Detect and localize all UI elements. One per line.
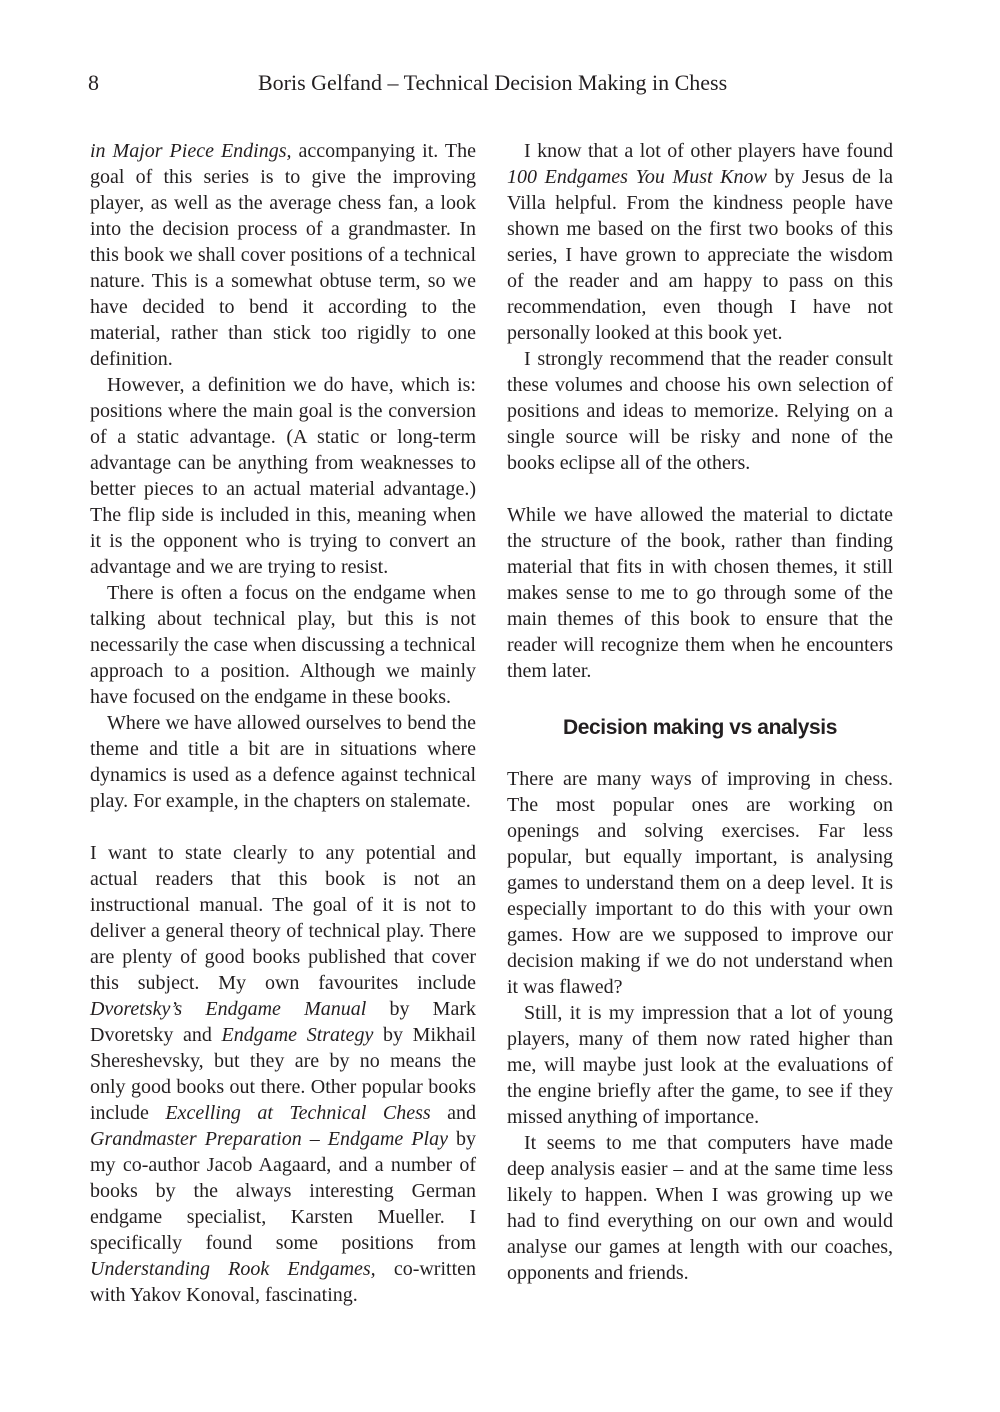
book-title: 100 Endgames You Must Know xyxy=(507,166,767,188)
book-title: Excelling at Technical Chess xyxy=(165,1102,431,1124)
paragraph-text: by Mikhail Shereshevsky, but they are by no means the only good books out there. Other popular books include xyxy=(90,1024,476,1124)
page-number: 8 xyxy=(88,70,99,95)
paragraph: Where we have allowed ourselves to bend the theme and title a bit are in situations where dynamics is used as a defence against technical play. For example, in the chapters on stalemate. xyxy=(90,712,476,812)
paragraph: While we have allowed the material to dictate the structure of the book, rather than finding material that fits in with chosen themes, it still makes sense to me to go through some of the main themes of this book to ensure that the reader will recognize them when he encounters them later. xyxy=(507,504,893,682)
paragraph: I strongly recommend that the reader consult these volumes and choose his own selection of positions and ideas to memorize. Relying on a single source will be risky and none of the books eclipse all of the others. xyxy=(507,348,893,474)
paragraph: There are many ways of improving in chess. The most popular ones are working on openings and solving exercises. Far less popular, but equally important, is analysing games to understand them on a deep level. It is especially important to do this with your own games. How are we supposed to improve our decision making if we do not understand when it was flawed? xyxy=(507,768,893,998)
paragraph xyxy=(507,138,893,346)
paragraph xyxy=(90,138,476,372)
section-heading: Decision making vs analysis xyxy=(562,716,837,739)
paragraph-text: accompanying it. The goal of this series is to give the improving player, as well as the average chess fan, a look into the decision process of a grandmaster. In this book we shall cover positions of a technical nature. This is a somewhat obtuse term, so we have decided to bend it according to the material, rather than stick too rigidly to one definition. xyxy=(90,140,476,370)
right-column xyxy=(507,138,893,1286)
paragraph-text: and xyxy=(430,1102,476,1124)
paragraph xyxy=(90,840,476,1308)
paragraph-text: by my co-author Jacob Aagaard, and a number of books by the always interesting German endgame specialist, Karsten Mueller. I specifically found some positions from xyxy=(90,1128,477,1254)
paragraph: Still, it is my impression that a lot of young players, many of them now rated higher than me, will maybe just look at the evaluations of the engine briefly after the game, to see if they missed anything of importance. xyxy=(507,1002,893,1128)
paragraph-text: co-written with Yakov Konoval, fascinating. xyxy=(90,1258,477,1306)
paragraph-text: by Mark Dvoretsky and xyxy=(90,998,476,1046)
left-column xyxy=(90,138,476,1308)
paragraph: There is often a focus on the endgame when talking about technical play, but this is not necessarily the case when discussing a technical approach to a position. Although we mainly have focused on the endgame in these books. xyxy=(90,582,476,708)
running-title: Boris Gelfand – Technical Decision Making in Chess xyxy=(258,70,728,95)
book-title: Understanding Rook Endgames, xyxy=(90,1258,376,1280)
paragraph-text: I want to state clearly to any potential and actual readers that this book is not an instructional manual. The goal of it is not to deliver a general theory of technical play. There are plenty of good books published that cover this subject. My own favourites include xyxy=(90,842,476,994)
book-title: Dvoretsky’s Endgame Manual xyxy=(90,998,367,1020)
paragraph: It seems to me that computers have made deep analysis easier – and at the same time less likely to happen. When I was growing up we had to find everything on our own and would analyse our games at length with our coaches, opponents and friends. xyxy=(507,1132,893,1284)
paragraph-text: by Jesus de la Villa helpful. From the kindness people have shown me based on the first two books of this series, I have grown to appreciate the wisdom of the reader and am happy to pass on this recommendation, even though I have not personally looked at this book yet. xyxy=(507,166,893,344)
book-title: Endgame Strategy xyxy=(221,1024,374,1046)
book-title: in Major Piece Endings, xyxy=(90,140,292,162)
paragraph-text: I know that a lot of other players have found xyxy=(524,140,893,162)
book-title: Grandmaster Preparation – Endgame Play xyxy=(90,1128,448,1150)
paragraph: However, a definition we do have, which is: positions where the main goal is the conversion of a static advantage. (A static or long-term advantage can be anything from weaknesses to better pieces to an actual material advantage.) The flip side is included in this, meaning when it is the opponent who is trying to convert an advantage and we are trying to resist. xyxy=(90,374,476,578)
